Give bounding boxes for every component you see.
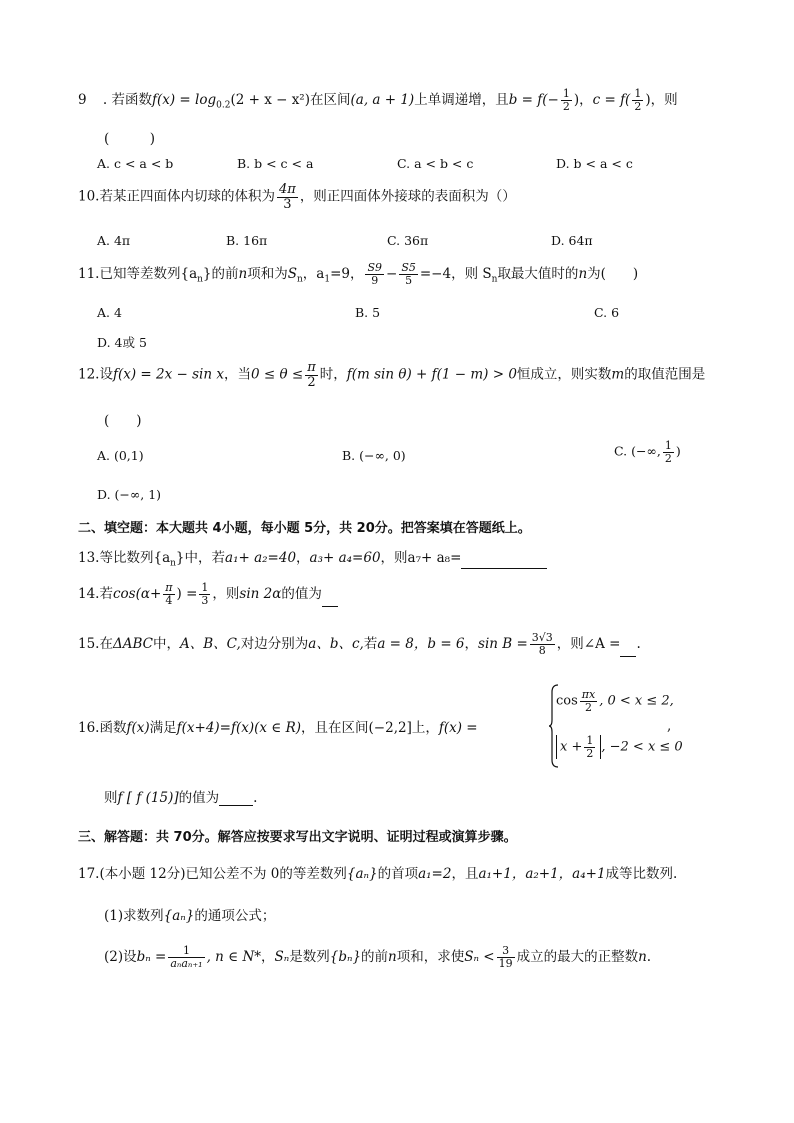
q16-case1-fraction: $\frac{\pi x}{2}$ xyxy=(581,688,596,714)
question-17-stem: 17.(本小题 12分)已知公差不为 0的等差数列{aₙ}的首项a₁=2，且a₁+1，a₂+1，a₄+1成等比数列. xyxy=(78,866,678,882)
section-2-heading: 二、填空题：本大题共 4小题，每小题 5分，共 20分。把答案填在答题纸上。 xyxy=(78,521,531,536)
q14-answer-blank[interactable] xyxy=(322,592,338,607)
question-11-stem: 11.已知等差数列$\{a_n\}$的前n项和为$S_n$，$a_1=9$， $\frac{S9}{9}$ − $\frac{S5}{5}$ =−4，则 $S_n$取最大值时的n为( ) xyxy=(78,261,639,287)
question-10-stem: 10.若某正四面体内切球的体积为 $\frac{4\pi}{3}$ ，则正四面体外接球的表面积为（） xyxy=(78,182,516,212)
q12-option-b[interactable]: B. (−∞, 0) xyxy=(342,448,406,463)
question-9-answer-paren: ( ) xyxy=(104,131,156,147)
question-13-stem: 13.等比数列$\{a_n\}$中，若a₁+ a₂=40，a₃+ a₄=60，则a₇+ a₈= xyxy=(78,546,547,569)
q12-option-a[interactable]: A. (0,1) xyxy=(97,448,144,463)
q11-fraction-s5: $\frac{S5}{5}$ xyxy=(401,261,416,287)
q12-option-c[interactable]: C. (−∞, $\frac{1}{2}$ ) xyxy=(614,439,681,465)
q11-option-c[interactable]: C. 6 xyxy=(594,305,620,320)
question-14-stem: 14.若cos(α+ $\frac{\pi}{4}$ ) = $\frac{1}{3}$ ，则sin 2α的值为 xyxy=(78,582,338,607)
question-9-stem: 9 . 若函数$f(x) = \log_{0.2}(2 + x - x^2)$在区间(a, a + 1)上单调递增，且b = f(− $\frac{1}{2}$ )，c = f( $\frac{1}{2}$ )，则 xyxy=(78,87,678,113)
question-17-part-1: (1)求数列{aₙ}的通项公式； xyxy=(104,908,276,924)
q10-option-b[interactable]: B. 16π xyxy=(226,233,268,248)
q10-option-d[interactable]: D. 64π xyxy=(551,233,593,248)
q14-fraction-1-3: $\frac{1}{3}$ xyxy=(201,581,209,607)
q12-fraction-pi2: $\frac{\pi}{2}$ xyxy=(307,360,316,390)
q12-option-c-fraction: $\frac{1}{2}$ xyxy=(664,439,672,465)
q11-fraction-s9: $\frac{S9}{9}$ xyxy=(367,261,383,287)
q9-option-c[interactable]: C. a < b < c xyxy=(397,156,474,171)
question-12-stem: 12.设f(x) = 2x − sin x，当0 ≤ θ ≤ $\frac{\pi}{2}$ 时，f(m sin θ) + f(1 − m) > 0恒成立，则实数m的取值范围是 xyxy=(78,360,706,390)
question-16-line-2: 则f [ f (15)]的值为 . xyxy=(104,790,258,806)
q17-bn-fraction: $\frac{1}{\text{aₙaₙ₊₁}}$ xyxy=(170,944,203,970)
question-15-stem: 15.在ΔABC中，A、B、C,对边分别为a、b、c,若a = 8，b = 6，sin B = $\frac{3√3}{8}$ ，则∠A = . xyxy=(78,631,641,657)
piecewise-trailing-comma: , xyxy=(667,718,672,734)
question-16-stem: 16.函数f(x)满足f(x+4)=f(x)(x ∈ R)，且在区间(−2,2]上，f(x) = xyxy=(78,720,478,736)
q15-fraction-sinb: $\frac{3√3}{8}$ xyxy=(531,631,553,657)
q14-fraction-pi4: $\frac{\pi}{4}$ xyxy=(165,581,173,607)
q9-fraction-c: $\frac{1}{2}$ xyxy=(634,87,642,113)
piecewise-case-2: x + $\frac{1}{2}$ , −2 < x ≤ 0 xyxy=(556,735,683,759)
q9-option-a[interactable]: A. c < a < b xyxy=(97,156,174,171)
q11-option-d[interactable]: D. 4或 5 xyxy=(97,335,147,350)
q10-option-a[interactable]: A. 4π xyxy=(97,233,131,248)
piecewise-case-1: cos $\frac{\pi x}{2}$ , 0 < x ≤ 2, xyxy=(556,688,674,714)
q9-fraction-b: $\frac{1}{2}$ xyxy=(562,87,570,113)
q10-fraction: $\frac{4\pi}{3}$ xyxy=(278,182,296,212)
q11-option-b[interactable]: B. 5 xyxy=(355,305,381,320)
q12-option-d[interactable]: D. (−∞, 1) xyxy=(97,487,162,502)
q16-answer-blank[interactable] xyxy=(219,791,253,806)
q9-option-d[interactable]: D. b < a < c xyxy=(556,156,633,171)
q16-case2-fraction: $\frac{1}{2}$ xyxy=(586,734,594,760)
q9-option-b[interactable]: B. b < c < a xyxy=(237,156,314,171)
q17-sn-fraction: $\frac{3}{19}$ xyxy=(498,944,513,970)
section-3-heading: 三、解答题：共 70分。解答应按要求写出文字说明、证明过程或演算步骤。 xyxy=(78,830,517,845)
question-17-part-2: (2)设bₙ = $\frac{1}{\text{aₙaₙ₊₁}}$ , n ∈ N*，Sₙ是数列{bₙ}的前n项和，求使Sₙ < $\frac{3}{19}$ 成立的最大的正整数n. xyxy=(104,944,652,970)
q13-answer-blank[interactable] xyxy=(461,554,547,569)
q11-option-a[interactable]: A. 4 xyxy=(97,305,122,320)
q10-option-c[interactable]: C. 36π xyxy=(387,233,429,248)
q15-answer-blank[interactable] xyxy=(620,642,636,657)
question-12-answer-paren: ( ) xyxy=(104,413,142,429)
